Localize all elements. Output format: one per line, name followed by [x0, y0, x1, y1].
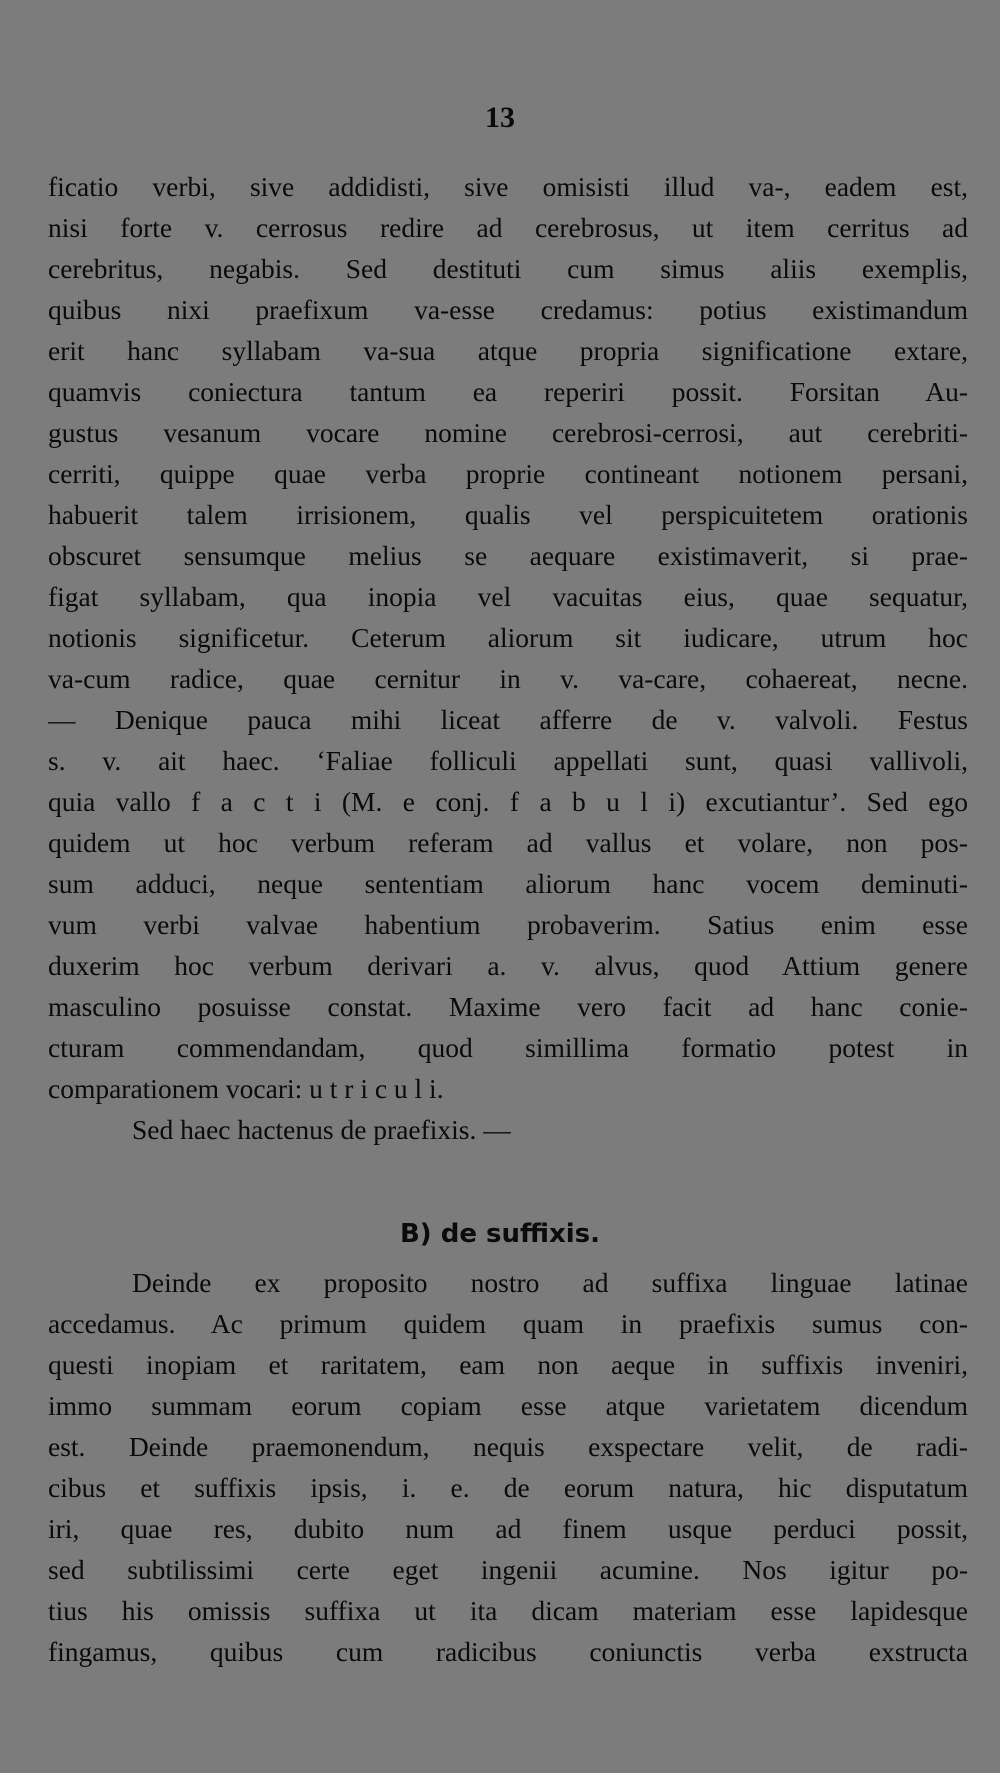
text-line: cerriti, quippe quae verba proprie contineant notionem persani,: [48, 458, 968, 489]
section-heading: B) de suffixis.: [399, 1219, 601, 1249]
text-line: gustus vesanum vocare nomine cerebrosi-cerrosi, aut cerebriti-: [48, 417, 968, 448]
text-line: quibus nixi praefixum va-esse credamus: potius existimandum: [48, 294, 968, 325]
text-line: quia vallo f a c t i (M. e conj. f a b u l i) excutiantur’. Sed ego: [48, 786, 968, 817]
text-line: — Denique pauca mihi liceat afferre de v. valvoli. Festus: [48, 704, 968, 735]
text-line: erit hanc syllabam va-sua atque propria significatione extare,: [48, 335, 968, 366]
text-line: notionis significetur. Ceterum aliorum sit iudicare, utrum hoc: [48, 622, 968, 653]
text-line: cibus et suffixis ipsis, i. e. de eorum natura, hic disputatum: [48, 1472, 968, 1503]
text-line: nisi forte v. cerrosus redire ad cerebrosus, ut item cerritus ad: [48, 212, 968, 243]
text-line: quamvis coniectura tantum ea reperiri possit. Forsitan Au-: [48, 376, 968, 407]
text-line: ficatio verbi, sive addidisti, sive omisisti illud va-, eadem est,: [48, 171, 968, 202]
text-line: Sed haec hactenus de praefixis. —: [132, 1114, 511, 1145]
text-line: questi inopiam et raritatem, eam non aeque in suffixis inveniri,: [48, 1349, 968, 1380]
text-line: s. v. ait haec. ‘Faliae folliculi appellati sunt, quasi vallivoli,: [48, 745, 968, 776]
text-line: habuerit talem irrisionem, qualis vel perspicuitetem orationis: [48, 499, 968, 530]
section-text: [48, 1262, 968, 1672]
text-line: sum adduci, neque sententiam aliorum hanc vocem deminuti-: [48, 868, 968, 899]
text-line: tius his omissis suffixa ut ita dicam materiam esse lapidesque: [48, 1595, 968, 1626]
text-line: immo summam eorum copiam esse atque varietatem dicendum: [48, 1390, 968, 1421]
page-number: 13: [485, 101, 515, 134]
text-line: obscuret sensumque melius se aequare existimaverit, si prae-: [48, 540, 968, 571]
text-line: duxerim hoc verbum derivari a. v. alvus, quod Attium genere: [48, 950, 968, 981]
text-line: vum verbi valvae habentium probaverim. Satius enim esse: [48, 909, 968, 940]
text-line: iri, quae res, dubito num ad finem usque perduci possit,: [48, 1513, 968, 1544]
text-line: cturam commendandam, quod simillima formatio potest in: [48, 1032, 968, 1063]
text-line: est. Deinde praemonendum, nequis exspectare velit, de radi-: [48, 1431, 968, 1462]
text-line: Deinde ex proposito nostro ad suffixa linguae latinae: [132, 1267, 968, 1298]
text-line: comparationem vocari: u t r i c u l i.: [48, 1073, 444, 1104]
text-line: accedamus. Ac primum quidem quam in praefixis sumus con-: [48, 1308, 968, 1339]
text-line: sed subtilissimi certe eget ingenii acumine. Nos igitur po-: [48, 1554, 968, 1585]
text-line: va-cum radice, quae cernitur in v. va-care, cohaereat, necne.: [48, 663, 968, 694]
text-line: cerebritus, negabis. Sed destituti cum simus aliis exemplis,: [48, 253, 968, 284]
text-line: quidem ut hoc verbum referam ad vallus et volare, non pos-: [48, 827, 968, 858]
text-line: masculino posuisse constat. Maxime vero facit ad hanc conie-: [48, 991, 968, 1022]
body-text: [48, 166, 968, 1150]
text-line: figat syllabam, qua inopia vel vacuitas eius, quae sequatur,: [48, 581, 968, 612]
text-line: fingamus, quibus cum radicibus coniunctis verba exstructa: [48, 1636, 968, 1667]
